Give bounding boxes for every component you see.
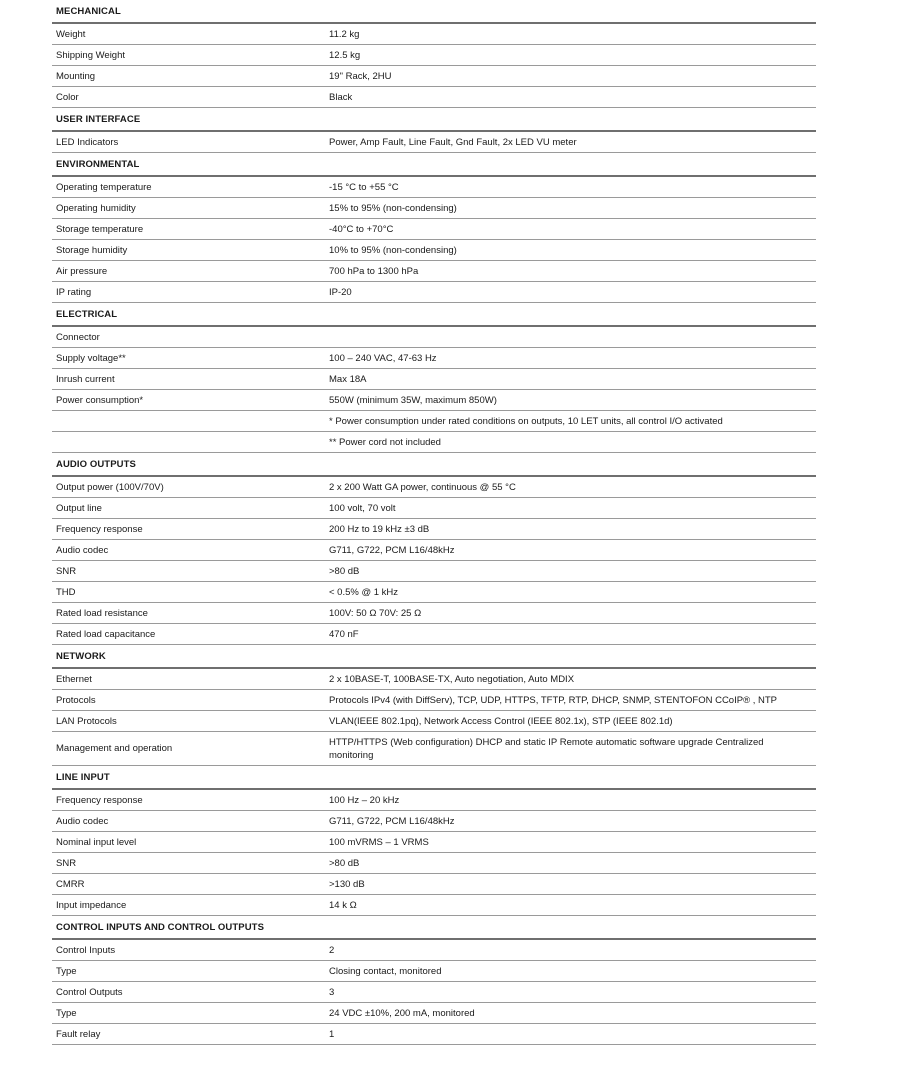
spec-label: LAN Protocols [56, 715, 117, 727]
spec-label: Fault relay [56, 1028, 101, 1040]
spec-label: Storage humidity [56, 244, 128, 256]
spec-value: 19" Rack, 2HU [329, 70, 392, 82]
spec-row [52, 895, 816, 916]
spec-row [52, 561, 816, 582]
spec-value: 470 nF [329, 628, 359, 640]
spec-row [52, 390, 816, 411]
section-header [52, 108, 816, 132]
spec-label: Frequency response [56, 523, 143, 535]
spec-row [52, 603, 816, 624]
section-header [52, 766, 816, 790]
spec-label: IP rating [56, 286, 92, 298]
spec-label: Shipping Weight [56, 49, 126, 61]
spec-row [52, 24, 816, 45]
spec-label: Audio codec [56, 815, 109, 827]
spec-label: Nominal input level [56, 836, 137, 848]
spec-value: IP-20 [329, 286, 352, 298]
spec-value: >130 dB [329, 878, 365, 890]
spec-label: Weight [56, 28, 86, 40]
spec-row [52, 132, 816, 153]
section-control-inputs-and-control-outputs [52, 916, 816, 1045]
section-network [52, 645, 816, 766]
spec-value: 2 x 200 Watt GA power, continuous @ 55 °C [329, 481, 516, 493]
spec-row [52, 432, 816, 453]
spec-row [52, 498, 816, 519]
spec-label: Air pressure [56, 265, 108, 277]
spec-row [52, 327, 816, 348]
section-header [52, 0, 816, 24]
spec-label: Operating temperature [56, 181, 152, 193]
section-header [52, 453, 816, 477]
spec-row [52, 961, 816, 982]
spec-label: Management and operation [56, 743, 173, 754]
spec-value: 100 – 240 VAC, 47-63 Hz [329, 352, 437, 364]
section-title: ENVIRONMENTAL [56, 158, 140, 170]
spec-value: Closing contact, monitored [329, 965, 442, 977]
spec-row [52, 711, 816, 732]
spec-row [52, 240, 816, 261]
spec-value: 10% to 95% (non-condensing) [329, 244, 457, 256]
spec-label: Rated load resistance [56, 607, 148, 619]
spec-label: Type [56, 1007, 77, 1019]
spec-label: Rated load capacitance [56, 628, 156, 640]
spec-label: Frequency response [56, 794, 143, 806]
section-header [52, 153, 816, 177]
spec-row [52, 198, 816, 219]
section-line-input [52, 766, 816, 916]
spec-value: 200 Hz to 19 kHz ±3 dB [329, 523, 430, 535]
section-title: CONTROL INPUTS AND CONTROL OUTPUTS [56, 921, 265, 933]
section-user-interface [52, 108, 816, 153]
spec-value: 11.2 kg [329, 28, 360, 40]
spec-value: 2 x 10BASE-T, 100BASE-TX, Auto negotiation, Auto MDIX [329, 673, 575, 685]
spec-row [52, 1003, 816, 1024]
spec-row [52, 940, 816, 961]
spec-value: G711, G722, PCM L16/48kHz [329, 815, 455, 827]
spec-label: Output power (100V/70V) [56, 481, 164, 493]
spec-value: 24 VDC ±10%, 200 mA, monitored [329, 1007, 475, 1019]
spec-row [52, 582, 816, 603]
spec-row [52, 45, 816, 66]
spec-value: 100 volt, 70 volt [329, 502, 396, 514]
spec-label: CMRR [56, 878, 85, 890]
spec-value: 14 k Ω [329, 899, 357, 911]
spec-label: Output line [56, 502, 102, 514]
spec-value: 1 [329, 1028, 335, 1040]
spec-label: Control Outputs [56, 986, 123, 998]
section-title: AUDIO OUTPUTS [56, 458, 136, 470]
spec-value: Power, Amp Fault, Line Fault, Gnd Fault, 2x LED VU meter [329, 136, 577, 148]
spec-row [52, 732, 816, 766]
spec-row [52, 624, 816, 645]
spec-value: VLAN(IEEE 802.1pq), Network Access Control (IEEE 802.1x), STP (IEEE 802.1d) [329, 715, 673, 727]
spec-value: < 0.5% @ 1 kHz [329, 586, 399, 598]
spec-value: >80 dB [329, 857, 360, 869]
spec-row [52, 66, 816, 87]
spec-label: Supply voltage** [56, 352, 126, 364]
spec-value: Max 18A [329, 373, 367, 385]
spec-row [52, 1024, 816, 1045]
spec-value: -15 °C to +55 °C [329, 181, 399, 193]
section-header [52, 916, 816, 940]
spec-row [52, 874, 816, 895]
spec-label: Inrush current [56, 373, 115, 385]
spec-row [52, 790, 816, 811]
spec-label: Color [56, 91, 79, 103]
spec-label: Storage temperature [56, 223, 144, 235]
spec-label: Control Inputs [56, 944, 116, 956]
spec-value: 12.5 kg [329, 49, 361, 61]
spec-label: Mounting [56, 70, 96, 82]
spec-row [52, 177, 816, 198]
spec-label: Ethernet [56, 673, 92, 685]
section-environmental [52, 153, 816, 303]
section-audio-outputs [52, 453, 816, 645]
spec-label: Type [56, 965, 77, 977]
spec-value: 3 [329, 986, 335, 998]
spec-row [52, 669, 816, 690]
spec-label: Operating humidity [56, 202, 136, 214]
spec-label: SNR [56, 565, 77, 577]
spec-value: Protocols IPv4 (with DiffServ), TCP, UDP, HTTPS, TFTP, RTP, DHCP, SNMP, STENTOFON CCoIP® , NTP [329, 694, 777, 706]
spec-row [52, 261, 816, 282]
spec-row [52, 519, 816, 540]
spec-value: 100 Hz – 20 kHz [329, 794, 400, 806]
section-header [52, 303, 816, 327]
spec-row [52, 282, 816, 303]
section-title: NETWORK [56, 650, 106, 662]
spec-value: * Power consumption under rated conditions on outputs, 10 LET units, all control I/O activated [329, 415, 723, 427]
spec-row [52, 853, 816, 874]
spec-value: 100V: 50 Ω 70V: 25 Ω [329, 607, 422, 619]
spec-row [52, 219, 816, 240]
spec-value: HTTP/HTTPS (Web configuration) DHCP and static IP Remote automatic software upgrade Centralized monitoring [329, 736, 764, 761]
section-title: MECHANICAL [56, 5, 121, 17]
spec-value: >80 dB [329, 565, 360, 577]
spec-value: 550W (minimum 35W, maximum 850W) [329, 394, 497, 406]
spec-sheet [52, 0, 816, 1045]
spec-label: THD [56, 586, 76, 598]
spec-value: 15% to 95% (non-condensing) [329, 202, 457, 214]
section-title: LINE INPUT [56, 771, 110, 783]
spec-row [52, 348, 816, 369]
spec-value: 100 mVRMS – 1 VRMS [329, 836, 429, 848]
spec-value: 700 hPa to 1300 hPa [329, 265, 419, 277]
spec-label: Audio codec [56, 544, 109, 556]
spec-value: Black [329, 91, 353, 103]
spec-row [52, 411, 816, 432]
spec-row [52, 690, 816, 711]
spec-row [52, 811, 816, 832]
spec-label: SNR [56, 857, 77, 869]
spec-row [52, 540, 816, 561]
section-electrical [52, 303, 816, 453]
spec-label: Input impedance [56, 899, 127, 911]
section-mechanical [52, 0, 816, 108]
section-header [52, 645, 816, 669]
spec-value: ** Power cord not included [329, 436, 441, 448]
spec-label: LED Indicators [56, 136, 119, 148]
spec-value: G711, G722, PCM L16/48kHz [329, 544, 455, 556]
spec-label: Protocols [56, 694, 96, 706]
spec-value: 2 [329, 944, 335, 956]
spec-row [52, 982, 816, 1003]
spec-label: Connector [56, 331, 100, 343]
spec-row [52, 87, 816, 108]
spec-row [52, 832, 816, 853]
section-title: ELECTRICAL [56, 308, 118, 320]
spec-row [52, 369, 816, 390]
spec-label: Power consumption* [56, 394, 144, 406]
spec-row [52, 477, 816, 498]
spec-value: -40°C to +70°C [329, 223, 394, 235]
section-title: USER INTERFACE [56, 113, 141, 125]
